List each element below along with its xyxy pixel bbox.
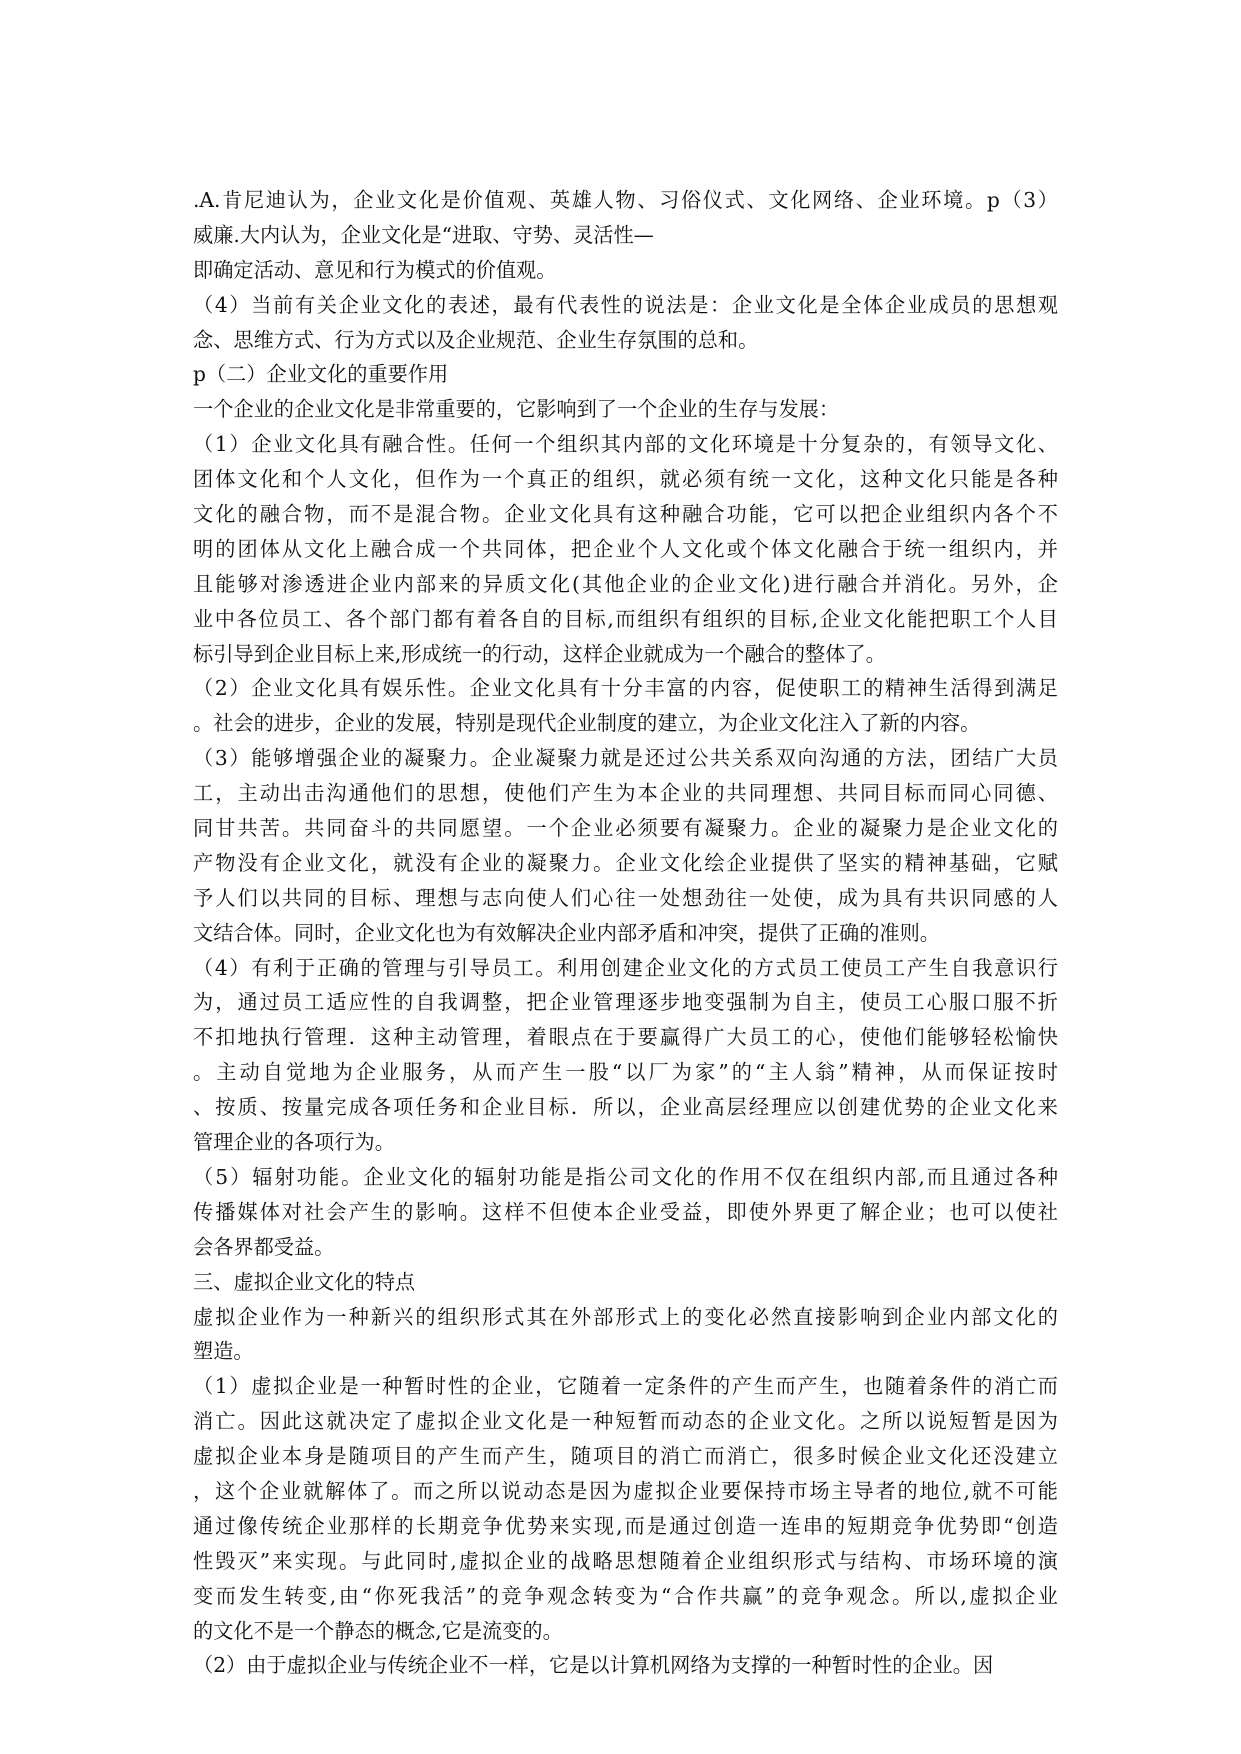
- text-line: （5）辐射功能。企业文化的辐射功能是指公司文化的作用不仅在组织内部,而且通过各种: [193, 1164, 1058, 1189]
- body-text: [193, 183, 1058, 1683]
- text-line: 同甘共苦。共同奋斗的共同愿望。一个企业必须要有凝聚力。企业的凝聚力是企业文化的: [193, 816, 1058, 841]
- text-line: 即确定活动、意见和行为模式的价值观。: [193, 257, 557, 282]
- text-line: 虚拟企业本身是随项目的产生而产生，随项目的消亡而消亡，很多时候企业文化还没建立: [193, 1444, 1058, 1469]
- text-line: 管理企业的各项行为。: [193, 1130, 395, 1155]
- text-line: 变而发生转变,由“你死我活”的竞争观念转变为“合作共赢”的竞争观念。所以,虚拟企业: [193, 1583, 1058, 1608]
- text-line: 塑造。: [193, 1339, 254, 1364]
- text-line: （4）有利于正确的管理与引导员工。利用创建企业文化的方式员工使员工产生自我意识行: [193, 955, 1058, 980]
- text-line: （1）企业文化具有融合性。任何一个组织其内部的文化环境是十分复杂的，有领导文化、: [193, 432, 1058, 457]
- text-line: 三、虚拟企业文化的特点: [193, 1269, 416, 1294]
- text-line: 且能够对渗透进企业内部来的异质文化(其他企业的企业文化)进行融合并消化。另外，企: [193, 571, 1058, 596]
- text-line: 虚拟企业作为一种新兴的组织形式其在外部形式上的变化必然直接影响到企业内部文化的: [193, 1304, 1058, 1329]
- text-line: 明的团体从文化上融合成一个共同体，把企业个人文化或个体文化融合于统一组织内，并: [193, 536, 1058, 561]
- text-line: （1）虚拟企业是一种暂时性的企业，它随着一定条件的产生而产生，也随着条件的消亡而: [193, 1374, 1058, 1399]
- text-line: 、按质、按量完成各项任务和企业目标．所以，企业高层经理应以创建优势的企业文化来: [193, 1095, 1058, 1120]
- text-line: 一个企业的企业文化是非常重要的，它影响到了一个企业的生存与发展：: [193, 397, 840, 422]
- text-line: 消亡。因此这就决定了虚拟企业文化是一种短暂而动态的企业文化。之所以说短暂是因为: [193, 1409, 1058, 1434]
- text-line: 文化的融合物，而不是混合物。企业文化具有这种融合功能，它可以把企业组织内各个不: [193, 502, 1058, 527]
- text-line: p（二）企业文化的重要作用: [193, 362, 449, 387]
- text-line: 标引导到企业目标上来,形成统一的行动，这样企业就成为一个融合的整体了。: [193, 641, 886, 666]
- text-line: 传播媒体对社会产生的影响。这样不但使本企业受益，即使外界更了解企业；也可以使社: [193, 1199, 1058, 1224]
- text-line: 予人们以共同的目标、理想与志向使人们心往一处想劲往一处使，成为具有共识同感的人: [193, 885, 1058, 910]
- text-line: 。社会的进步，企业的发展，特别是现代企业制度的建立，为企业文化注入了新的内容。: [193, 711, 981, 736]
- text-line: .A.肯尼迪认为，企业文化是价值观、英雄人物、习俗仪式、文化网络、企业环境。p（3）: [193, 188, 1058, 212]
- text-line: 通过像传统企业那样的长期竞争优势来实现,而是通过创造一连串的短期竞争优势即“创造: [193, 1513, 1058, 1538]
- text-line: 念、思维方式、行为方式以及企业规范、企业生存氛围的总和。: [193, 327, 759, 352]
- text-line: （2）由于虚拟企业与传统企业不一样，它是以计算机网络为支撑的一种暂时性的企业。因: [193, 1653, 994, 1678]
- text-line: （4）当前有关企业文化的表述，最有代表性的说法是：企业文化是全体企业成员的思想观: [193, 292, 1058, 317]
- text-line: 的文化不是一个静态的概念,它是流变的。: [193, 1618, 563, 1643]
- text-line: 性毁灭”来实现。与此同时,虚拟企业的战略思想随着企业组织形式与结构、市场环境的演: [193, 1548, 1058, 1573]
- text-line: 不扣地执行管理．这种主动管理，着眼点在于要赢得广大员工的心，使他们能够轻松愉快: [193, 1025, 1058, 1050]
- text-line: 团体文化和个人文化，但作为一个真正的组织，就必须有统一文化，这种文化只能是各种: [193, 467, 1058, 492]
- text-line: ，这个企业就解体了。而之所以说动态是因为虚拟企业要保持市场主导者的地位,就不可能: [193, 1478, 1058, 1503]
- text-line: 业中各位员工、各个部门都有着各自的目标,而组织有组织的目标,企业文化能把职工个人目: [193, 606, 1058, 631]
- text-line: 工，主动出击沟通他们的思想，使他们产生为本企业的共同理想、共同目标而同心同德、: [193, 781, 1058, 806]
- text-line: （3）能够增强企业的凝聚力。企业凝聚力就是还过公共关系双向沟通的方法，团结广大员: [193, 746, 1058, 771]
- text-line: （2）企业文化具有娱乐性。企业文化具有十分丰富的内容，促使职工的精神生活得到满足: [193, 676, 1058, 701]
- text-line: 产物没有企业文化，就没有企业的凝聚力。企业文化绘企业提供了坚实的精神基础，它赋: [193, 850, 1058, 875]
- text-line: 会各界都受益。: [193, 1234, 335, 1259]
- text-line: 文结合体。同时，企业文化也为有效解决企业内部矛盾和冲突，提供了正确的准则。: [193, 920, 940, 945]
- text-line: 为，通过员工适应性的自我调整，把企业管理逐步地变强制为自主，使员工心服口服不折: [193, 990, 1058, 1015]
- text-line: 。主动自觉地为企业服务，从而产生一股“以厂为家”的“主人翁”精神，从而保证按时: [193, 1060, 1058, 1085]
- text-line: 威廉.大内认为，企业文化是“进取、守势、灵活性—: [193, 222, 654, 247]
